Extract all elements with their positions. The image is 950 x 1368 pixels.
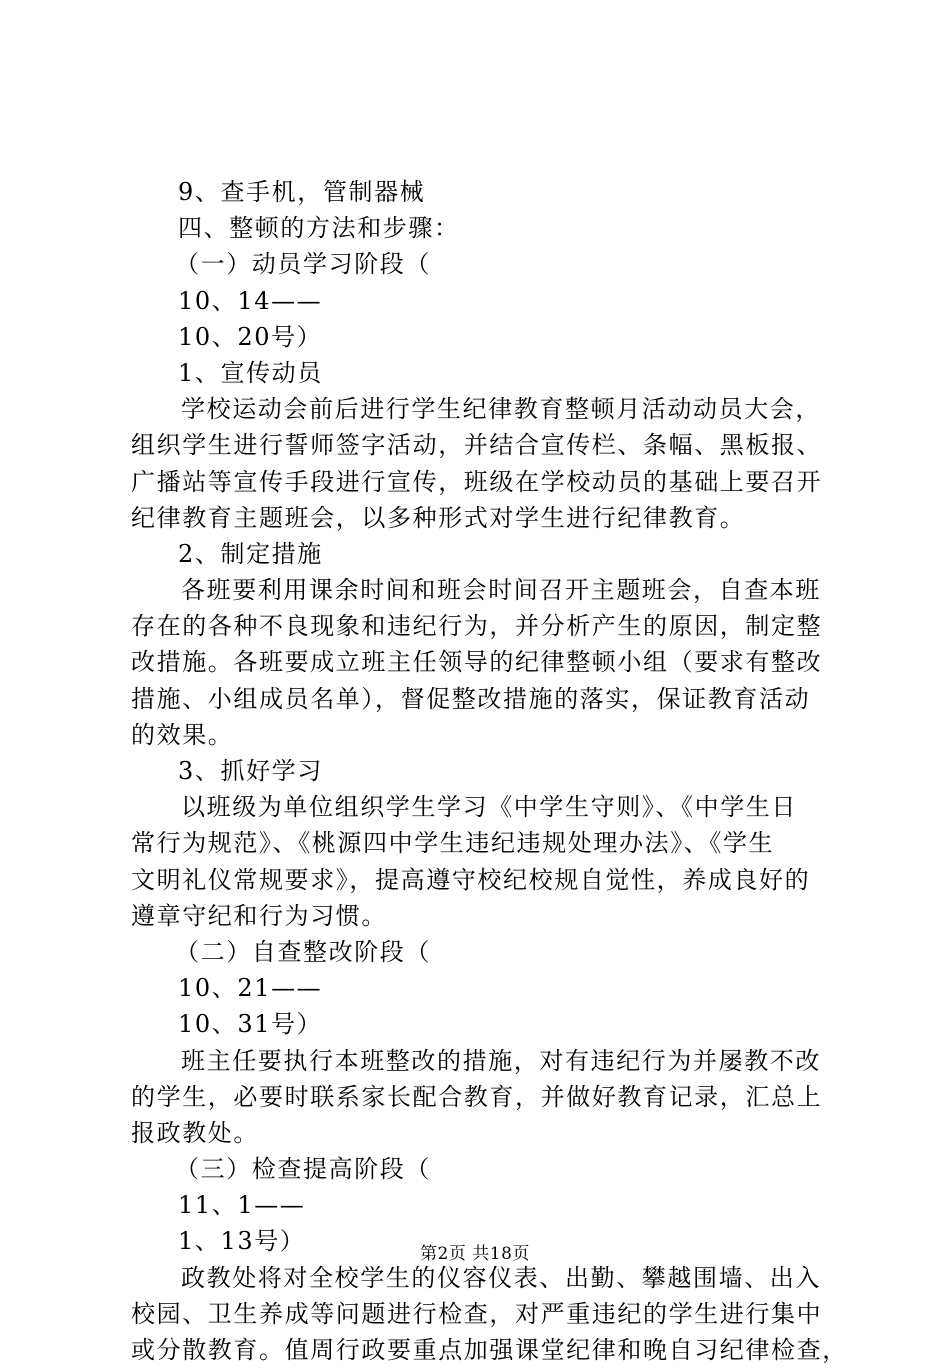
text-line: 措施、小组成员名单），督促整改措施的落实，保证教育活动 (131, 684, 811, 713)
text-line: 文明礼仪常规要求》，提高遵守校纪校规自觉性，养成良好的 (131, 865, 811, 894)
text-line: 10、14—— (178, 286, 323, 315)
text-line: 3、抓好学习 (178, 757, 323, 785)
text-line: 1、13号） (178, 1227, 306, 1256)
text-line: 各班要利用课余时间和班会时间召开主题班会，自查本班 (181, 576, 821, 605)
text-line: 校园、卫生养成等问题进行检查，对严重违纪的学生进行集中 (131, 1299, 823, 1328)
text-line: 以班级为单位组织学生学习《中学生守则》、《中学生日 (181, 793, 797, 822)
text-line: 组织学生进行誓师签字活动，并结合宣传栏、条幅、黑板报、 (131, 431, 823, 460)
text-line: 改措施。各班要成立班主任领导的纪律整顿小组（要求有整改 (131, 648, 823, 677)
text-line: 报政教处。 (131, 1118, 259, 1147)
text-line: 或分散教育。值周行政要重点加强课堂纪律和晚自习纪律检查， (131, 1336, 848, 1364)
document-body (131, 174, 848, 1368)
text-line: 1、宣传动员 (178, 358, 323, 387)
text-line: 10、21—— (178, 974, 323, 1003)
text-line: （三）检查提高阶段（ (175, 1155, 431, 1184)
text-line: 学校运动会前后进行学生纪律教育整顿月活动动员大会， (181, 395, 821, 424)
text-line: 四、整顿的方法和步骤： (178, 214, 460, 243)
page-footer: 第2页 共18页 (420, 1244, 530, 1264)
text-line: 存在的各种不良现象和违纪行为，并分析产生的原因，制定整 (131, 612, 823, 641)
text-line: 的效果。 (131, 720, 234, 749)
text-line: 9、查手机，管制器械 (178, 178, 426, 206)
text-line: 2、制定措施 (178, 539, 323, 568)
text-line: （二）自查整改阶段（ (175, 937, 431, 966)
text-line: 纪律教育主题班会，以多种形式对学生进行纪律教育。 (131, 503, 746, 532)
text-line: 的学生，必要时联系家长配合教育，并做好教育记录，汇总上 (131, 1082, 823, 1111)
text-line: 广播站等宣传手段进行宣传，班级在学校动员的基础上要召开 (131, 467, 823, 496)
text-line: 10、31号） (178, 1010, 323, 1039)
text-line: 班主任要执行本班整改的措施，对有违纪行为并屡教不改 (181, 1046, 821, 1075)
text-line: 常行为规范》、《桃源四中学生违纪违规处理办法》、《学生 (131, 829, 775, 858)
text-line: 10、20号） (178, 322, 323, 351)
text-line: 政教处将对全校学生的仪容仪表、出勤、攀越围墙、出入 (181, 1263, 821, 1292)
text-line: （一）动员学习阶段（ (175, 250, 431, 279)
text-line: 11、1—— (178, 1191, 306, 1220)
text-line: 遵章守纪和行为习惯。 (131, 901, 387, 930)
